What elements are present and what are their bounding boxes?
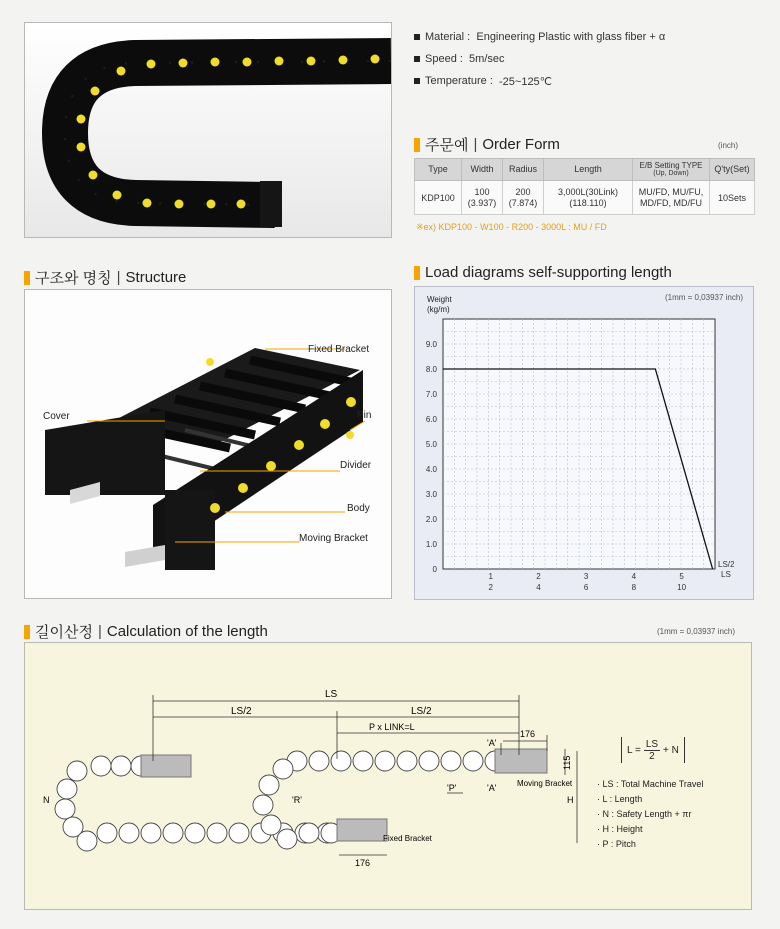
- chain-link: [207, 823, 227, 843]
- fixed-bracket-top: [141, 755, 191, 777]
- calc-unit: (1mm = 0,03937 inch): [657, 627, 736, 636]
- formula-lhs: L =: [627, 744, 641, 756]
- chain-link: [253, 795, 273, 815]
- formula-den: 2: [649, 750, 655, 762]
- y-tick-label: 1.0: [425, 540, 437, 549]
- pin-dot: [91, 87, 100, 96]
- dim-a-bottom: 'A': [487, 783, 497, 793]
- dim-ls: LS: [325, 689, 338, 700]
- dim-pxlink: P x LINK=L: [369, 722, 415, 732]
- title-kr: 주문예: [425, 137, 469, 154]
- legend-item: · P : Pitch: [597, 839, 636, 849]
- label-cover: Cover: [43, 411, 70, 422]
- x-tick-label-ls: 4: [536, 583, 541, 592]
- table-header-row: [415, 159, 755, 181]
- title-en: Structure: [125, 269, 187, 286]
- structure-drawing: [25, 290, 391, 598]
- calc-diagram: [25, 643, 751, 909]
- dim-a-top: 'A': [487, 738, 497, 748]
- formula-fraction: [644, 739, 660, 762]
- th-eb-line2: (Up, Down): [653, 170, 689, 178]
- label-moving-bracket: Moving Bracket: [517, 779, 573, 788]
- pin-dot: [175, 200, 184, 209]
- chain-link: [67, 761, 87, 781]
- pin-dot: [371, 55, 380, 64]
- x-tick-label: 3: [583, 572, 589, 581]
- y-tick-label: 7.0: [425, 390, 437, 399]
- chain-link: [97, 823, 117, 843]
- chain-image: [25, 23, 391, 237]
- cell-length: 3,000L(30Link) (118.110): [544, 181, 633, 215]
- section-marker: [414, 266, 420, 280]
- x-tick-label: 5: [679, 572, 684, 581]
- chain-link: [309, 751, 329, 771]
- chain-link: [55, 799, 75, 819]
- spec-label: Temperature: [425, 75, 487, 87]
- title-en: Order Form: [482, 136, 560, 153]
- pin-dot: [77, 143, 86, 152]
- cell-eb: MU/FD, MU/FU, MD/FD, MD/FU: [633, 181, 710, 215]
- pin-dot: [143, 199, 152, 208]
- label-divider: Divider: [340, 460, 372, 471]
- chain-link: [299, 823, 319, 843]
- chain-link: [331, 751, 351, 771]
- dim-ls2-left: LS/2: [231, 706, 252, 717]
- load-chart-panel: [414, 286, 754, 600]
- pin-dot: [77, 115, 86, 124]
- order-example: ※ex) KDP100 - W100 - R200 - 3000L : MU / FD: [416, 222, 607, 232]
- chain-link: [273, 759, 293, 779]
- chain-link: [57, 779, 77, 799]
- section-marker: [24, 625, 30, 639]
- chain-link: [163, 823, 183, 843]
- th-width: Width: [462, 159, 503, 181]
- y-tick-label: 6.0: [425, 415, 437, 424]
- x-tick-label-ls: 6: [583, 583, 589, 592]
- x-end-label-2: LS: [721, 570, 731, 579]
- structure-title: 구조와 명칭 | Structure: [24, 267, 186, 288]
- dim-176-bottom: 176: [355, 858, 371, 868]
- structure-photo: [24, 289, 392, 599]
- formula-num: LS: [645, 738, 659, 750]
- spec-temperature: Temperature : -25~125℃: [414, 70, 764, 92]
- table-row: [415, 181, 755, 215]
- spec-value: Engineering Plastic with glass fiber + α: [476, 31, 666, 43]
- spec-speed: Speed : 5m/sec: [414, 48, 764, 70]
- th-radius: Radius: [503, 159, 544, 181]
- calc-diagram-panel: [24, 642, 752, 910]
- x-tick-label: 4: [631, 572, 637, 581]
- cell-type: KDP100: [415, 181, 462, 215]
- th-eb-line1: E/B Setting TYPE: [639, 161, 703, 170]
- dim-h: H: [567, 795, 574, 805]
- pin-dot: [211, 58, 220, 67]
- chain-link: [353, 751, 373, 771]
- dim-r: 'R': [292, 795, 302, 805]
- title-kr: 구조와 명칭: [35, 270, 112, 287]
- x-tick-label-ls: 8: [631, 583, 637, 592]
- pin-dot: [339, 56, 348, 65]
- y-tick-label: 5.0: [425, 440, 437, 449]
- y-tick-label: 3.0: [425, 490, 437, 499]
- chain-link: [77, 831, 97, 851]
- dim-n: N: [43, 795, 50, 805]
- dim-176-top: 176: [520, 729, 536, 739]
- chain-link: [397, 751, 417, 771]
- chain-link: [463, 751, 483, 771]
- th-type: Type: [415, 159, 462, 181]
- order-table: [414, 158, 755, 215]
- chain-link: [119, 823, 139, 843]
- chain-link: [91, 756, 111, 776]
- calc-legend: [597, 777, 703, 852]
- load-title: [414, 264, 672, 281]
- chain-link: [229, 823, 249, 843]
- label-fixed-bracket: Fixed Bracket: [308, 344, 370, 355]
- x-tick-label: 1: [488, 572, 493, 581]
- pin-dot: [237, 200, 246, 209]
- chain-link: [185, 823, 205, 843]
- pin-dot: [307, 57, 316, 66]
- y-tick-label: 2.0: [425, 515, 437, 524]
- specifications: [414, 26, 764, 92]
- legend-item: · LS : Total Machine Travel: [597, 779, 704, 789]
- th-length: Length: [544, 159, 633, 181]
- fixed-bracket: [337, 819, 387, 841]
- chain-link: [111, 756, 131, 776]
- chain-link: [375, 751, 395, 771]
- x-end-label-1: LS/2: [718, 560, 735, 569]
- moving-bracket: [495, 749, 547, 773]
- dim-ls2-right: LS/2: [411, 706, 432, 717]
- spec-label: Speed: [425, 53, 457, 65]
- dim-p: 'P': [447, 783, 457, 793]
- x-tick-label-ls: 10: [677, 583, 687, 592]
- section-marker: [414, 138, 420, 152]
- pin-dot: [207, 200, 216, 209]
- legend-item: · L : Length: [597, 794, 643, 804]
- legend-item: · N : Safety Length + πr: [597, 809, 692, 819]
- x-tick-label: 2: [536, 572, 541, 581]
- label-body: Body: [347, 503, 370, 514]
- y-tick-label: 9.0: [425, 340, 437, 349]
- chain-link: [441, 751, 461, 771]
- order-form-title: 주문예 | Order Form: [414, 134, 560, 155]
- chain-link: [261, 815, 281, 835]
- label-moving-bracket: Moving Bracket: [299, 533, 368, 544]
- title-en: Calculation of the length: [106, 623, 268, 640]
- chain-link: [277, 829, 297, 849]
- order-table-wrap: [414, 158, 755, 215]
- spec-label: Material: [425, 31, 465, 43]
- th-qty: Q'ty(Set): [710, 159, 755, 181]
- pin-dot: [113, 191, 122, 200]
- label-fixed-bracket: Fixed Bracket: [383, 834, 432, 843]
- chain-link: [419, 751, 439, 771]
- cell-radius: 200 (7.874): [503, 181, 544, 215]
- cell-qty: 10Sets: [710, 181, 755, 215]
- pin-dot: [89, 171, 98, 180]
- pin-dot: [179, 59, 188, 68]
- spec-value: 5m/sec: [469, 53, 505, 65]
- order-unit: (inch): [718, 141, 739, 150]
- product-photo: [24, 22, 392, 238]
- section-marker: [24, 271, 30, 285]
- title-kr: 길이산정: [35, 624, 93, 641]
- formula-rhs: + N: [663, 744, 679, 756]
- chain-link: [141, 823, 161, 843]
- label-pin: Pin: [357, 410, 372, 421]
- chain-link: [259, 775, 279, 795]
- load-unit: (1mm = 0,03937 inch): [664, 293, 743, 302]
- cell-width: 100 (3.937): [462, 181, 503, 215]
- y-tick-label: 8.0: [425, 365, 437, 374]
- dim-115: 115: [562, 755, 572, 770]
- x-tick-label-ls: 2: [488, 583, 493, 592]
- ylabel-line2: (kg/m): [427, 305, 450, 314]
- legend-item: · H : Height: [597, 824, 643, 834]
- pin-dot: [117, 67, 126, 76]
- th-eb: [633, 159, 710, 181]
- ylabel-line1: Weight: [427, 295, 452, 304]
- pin-dot: [243, 58, 252, 67]
- load-chart: [415, 287, 753, 599]
- spec-value: -25~125℃: [499, 75, 553, 88]
- y-tick-label: 4.0: [425, 465, 437, 474]
- spec-material: Material : Engineering Plastic with glass fiber + α: [414, 26, 764, 48]
- load-title-text: Load diagrams self-supporting length: [425, 264, 672, 281]
- formula: [621, 737, 685, 763]
- pin-dot: [275, 57, 284, 66]
- y-tick-label: 0: [432, 565, 437, 574]
- pin-dot: [147, 60, 156, 69]
- calc-title: 길이산정 | Calculation of the length: [24, 621, 268, 642]
